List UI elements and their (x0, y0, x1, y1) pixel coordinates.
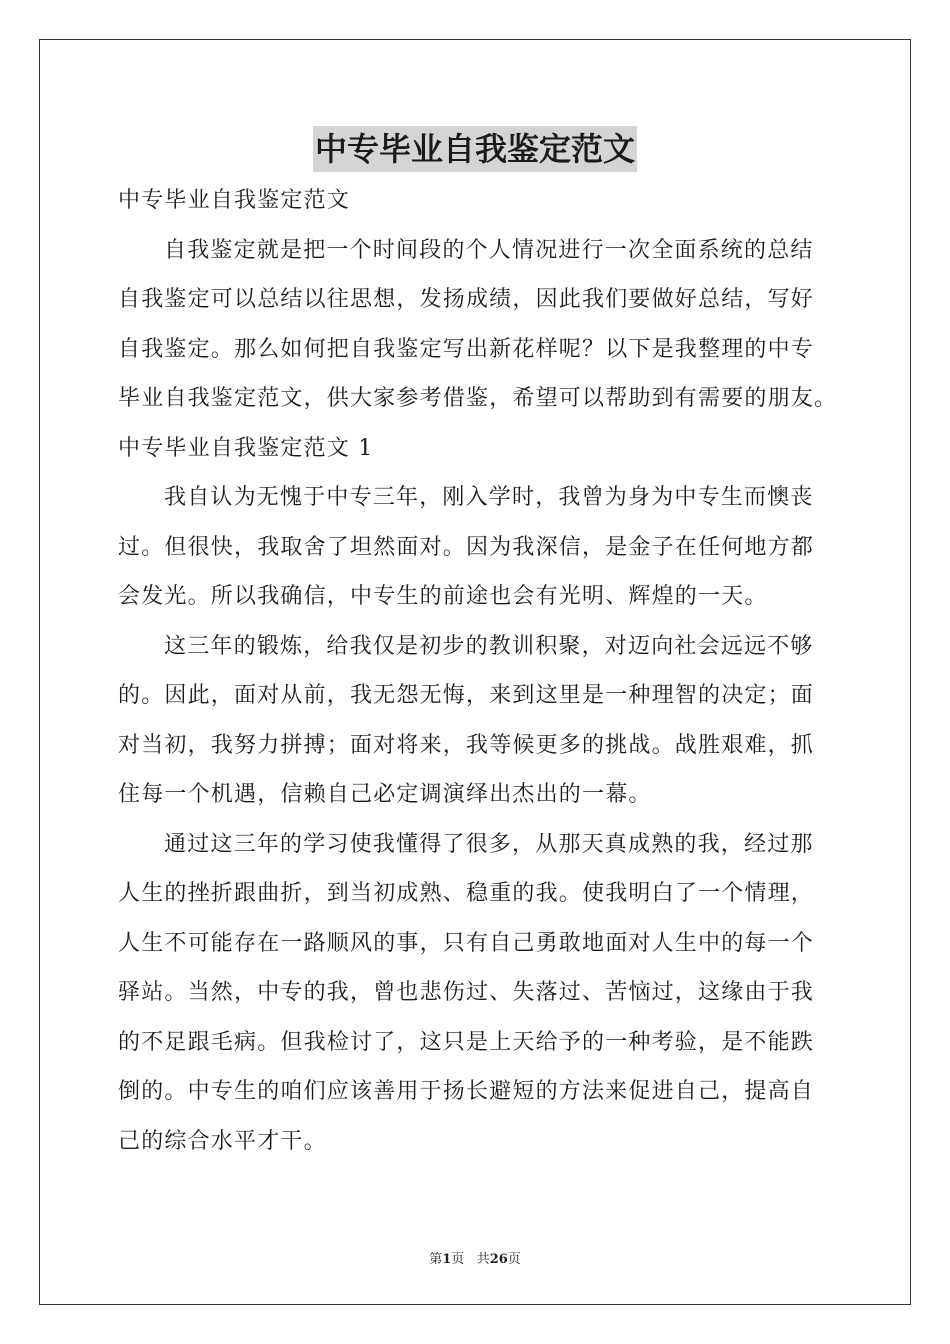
page-label-suffix: 页 (451, 1252, 465, 1267)
text-line: 自我鉴定。那么如何把自我鉴定写出新花样呢？以下是我整理的中专 (118, 336, 815, 362)
text-line: 对当初，我努力拼搏；面对将来，我等候更多的挑战。战胜艰难，抓 (118, 732, 815, 758)
page-label-prefix: 第 (429, 1252, 443, 1267)
text-line: 自我鉴定可以总结以往思想，发扬成绩，因此我们要做好总结，写好 (118, 287, 815, 312)
text-line: 己的综合水平才干。 (118, 1128, 327, 1154)
text-line: 会发光。所以我确信，中专生的前途也会有光明、辉煌的一天。 (118, 584, 768, 609)
text-line: 这三年的锻炼，给我仅是初步的教训积聚，对迈向社会远远不够 (164, 633, 814, 659)
text-line: 的不足跟毛病。但我检讨了，这只是上天给予的一种考验，是不能跌 (118, 1029, 815, 1055)
text-line: 通过这三年的学习使我懂得了很多，从那天真成熟的我，经过那 (164, 831, 814, 857)
text-line: 毕业自我鉴定范文，供大家参考借鉴，希望可以帮助到有需要的朋友。 (118, 386, 838, 411)
text-line: 的。因此，面对从前，我无怨无悔，来到这里是一种理智的决定；面 (118, 683, 815, 708)
text-line: 人生不可能存在一路顺风的事，只有自己勇敢地面对人生中的每一个 (118, 930, 815, 956)
page-footer (0, 1248, 950, 1267)
page-number: 1 (442, 1252, 452, 1267)
total-pages: 26 (489, 1252, 508, 1267)
text-line: 我自认为无愧于中专三年，刚入学时，我曾为身为中专生而懊丧 (164, 485, 814, 510)
text-line: 人生的挫折跟曲折，到当初成熟、稳重的我。使我明白了一个情理， (118, 881, 815, 906)
document-title: 中专毕业自我鉴定范文 (313, 126, 637, 172)
text-line: 自我鉴定就是把一个时间段的个人情况进行一次全面系统的总结 (164, 237, 814, 263)
document-body (118, 176, 838, 1166)
total-label-suffix: 页 (507, 1252, 521, 1267)
text-line: 驿站。当然，中专的我，曾也悲伤过、失落过、苦恼过，这缘由于我 (118, 980, 815, 1005)
total-label-prefix: 共 (476, 1252, 490, 1267)
text-line: 中专毕业自我鉴定范文 1 (118, 435, 374, 461)
text-line: 倒的。中专生的咱们应该善用于扬长避短的方法来促进自己，提高自 (118, 1079, 815, 1104)
text-line: 中专毕业自我鉴定范文 (118, 188, 351, 213)
text-line: 住每一个机遇，信赖自己必定调演绎出杰出的一幕。 (118, 782, 652, 807)
text-line: 过。但很快，我取舍了坦然面对。因为我深信，是金子在任何地方都 (118, 534, 815, 560)
title-container (0, 126, 950, 172)
